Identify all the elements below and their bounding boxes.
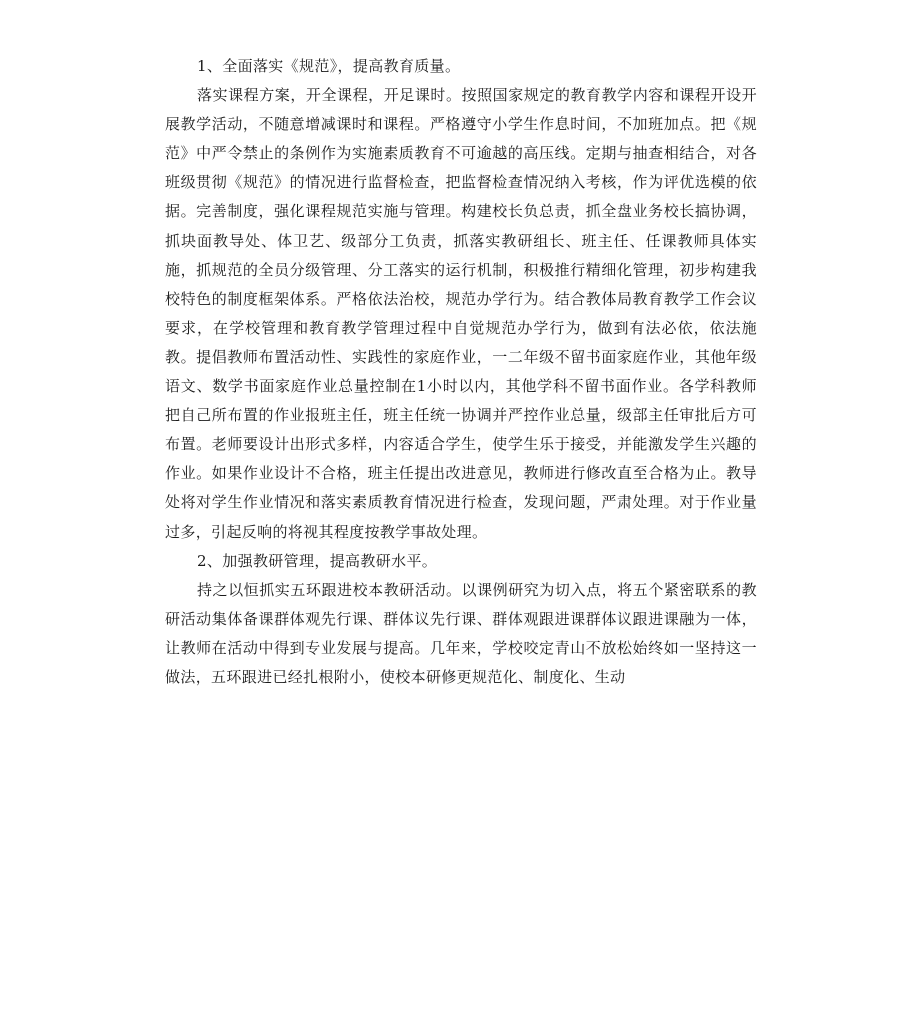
section-1-heading: 1、全面落实《规范》，提高教育质量。 [197,57,461,75]
section-2-heading: 2、加强教研管理，提高教研水平。 [197,551,438,570]
section-1-paragraph: 落实课程方案，开全课程，开足课时。按照国家规定的教育教学内容和课程开设开展教学活动，不随意增减课时和课程。严格遵守小学生作息时间，不加班加点。把《规范》中严令禁止的条例作为实施素质教育不可逾越的高压线。定期与抽查相结合，对各班级贯彻《规范》的情况进行监督检查，把监督检查情况纳入考核，作为评优选模的依据。完善制度，强化课程规范实施与管理。构建校长负总责，抓全盘业务校长搞协调，抓块面教导处、体卫艺、级部分工负责，抓落实教研组长、班主任、任课教师具体实施，抓规范的全员分级管理、分工落实的运行机制，积极推行精细化管理，初步构建我校特色的制度框架体系。严格依法治校，规范办学行为。结合教体局教育教学工作会议要求，在学校管理和教育教学管理过程中自觉规范办学行为，做到有法必依，依法施教。提倡教师布置活动性、实践性的家庭作业，一二年级不留书面家庭作业，其他年级语文、数学书面家庭作业总量控制在1小时以内，其他学科不留书面作业。各学科教师把自己所布置的作业报班主任，班主任统一协调并严控作业总量，级部主任审批后方可布置。老师要设计出形式多样，内容适合学生，使学生乐于接受，并能激发学生兴趣的作业。如果作业设计不合格，班主任提出改进意见，教师进行修改直至合格为止。教导处将对学生作业情况和落实素质教育情况进行检查，发现问题，严肃处理。对于作业量过多，引起反响的将视其程度按教学事故处理。 [165,86,757,541]
document-body [165,52,757,692]
section-2-paragraph: 持之以恒抓实五环跟进校本教研活动。以课例研究为切入点，将五个紧密联系的教研活动集体备课群体观先行课、群体议先行课、群体观跟进课群体议跟进课融为一体，让教师在活动中得到专业发展与提高。几年来，学校咬定青山不放松始终如一坚持这一做法，五环跟进已经扎根附小，使校本研修更规范化、制度化、生动 [165,580,757,686]
